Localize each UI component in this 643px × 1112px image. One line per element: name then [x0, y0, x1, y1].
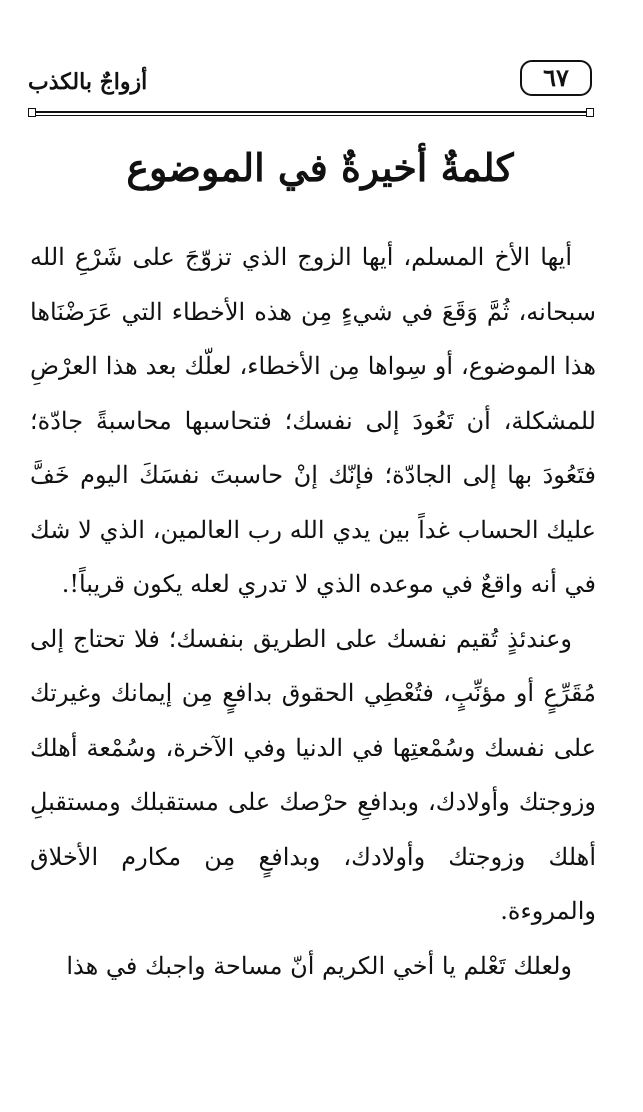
header-rule-line-thin: [32, 115, 590, 116]
page-number: ٦٧: [520, 60, 592, 96]
header-rule-end-left: [28, 108, 36, 117]
page-header: [28, 58, 594, 110]
body-text: [30, 230, 596, 993]
paragraph: ولعلك تَعْلم يا أخي الكريم أنّ مساحة واجبك في هذا: [66, 951, 572, 980]
header-rule: [28, 108, 594, 118]
chapter-title: كلمةٌ أخيرةٌ في الموضوع: [126, 145, 514, 190]
paragraph: أيها الأخ المسلم، أيها الزوج الذي تزوّجَ على شَرْعِ الله سبحانه، ثُمَّ وَقَعَ في شيءٍ مِن هذه الأخطاء التي عَرَضْنَاها هذا الموضوع، أو سِواها مِن الأخطاء، لعلّك بعد هذا العرْضِ للمشكلة، أن تَعُودَ إلى نفسك؛ فتحاسبها محاسبةً جادّة؛ فتَعُودَ بها إلى الجادّة؛ فإنّك إنْ حاسبتَ نفسَكَ اليوم خَفَّ عليك الحساب غداً بين يدي الله رب العالمين، الذي لا شك في أنه واقعٌ في موعده الذي لا تدري لعله يكون قريباً!.: [30, 243, 597, 598]
header-rule-end-right: [586, 108, 594, 117]
running-title: أزواجٌ بالكذب: [28, 69, 148, 95]
header-rule-line: [32, 111, 590, 113]
paragraph: وعندئذٍ تُقيم نفسك على الطريق بنفسك؛ فلا تحتاج إلى مُقَرِّعٍ أو مؤنِّبٍ، فتُعْطِي الحقوق بدافعٍ مِن إيمانك وغيرتك على نفسك وسُمْعتِها في الدنيا وفي الآخرة، وسُمْعة أهلك وزوجتك وأولادك، وبدافعِ حرْصك على مستقبلك ومستقبلِ أهلك وزوجتك وأولادك، وبدافعٍ مِن مكارم الأخلاق والمروءة.: [30, 624, 596, 925]
